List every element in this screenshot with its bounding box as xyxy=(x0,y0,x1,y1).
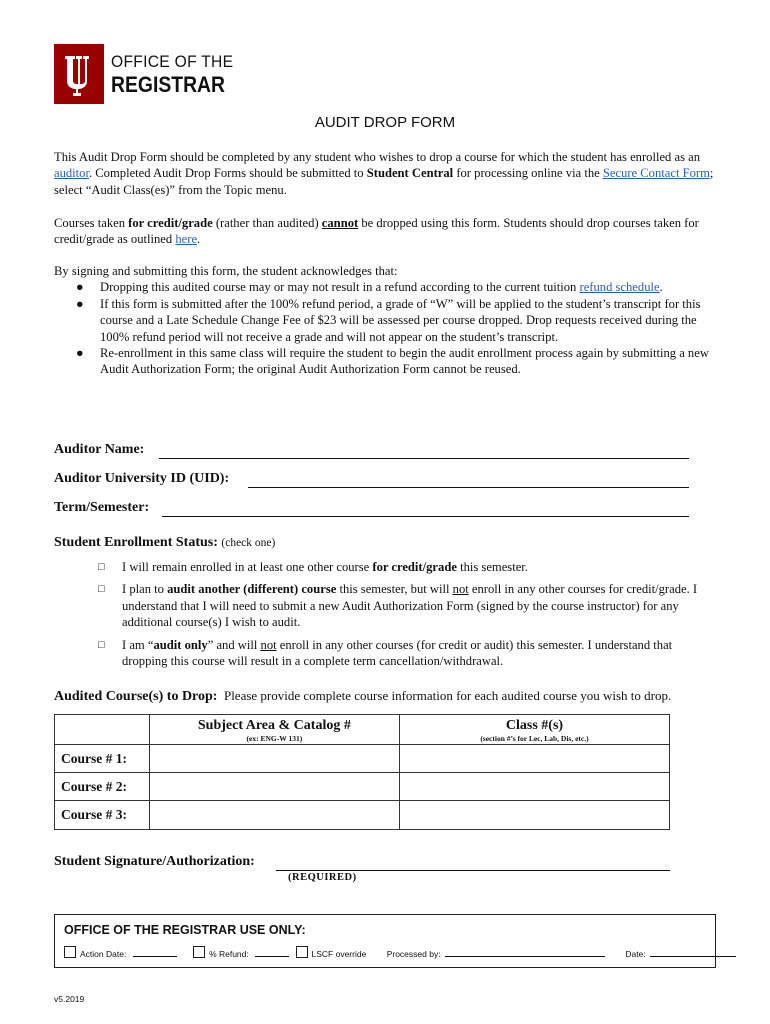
office-date-field[interactable] xyxy=(650,948,736,957)
logo-text-office: OFFICE OF THE xyxy=(111,52,234,71)
version-label: v5.2019 xyxy=(54,994,85,1004)
checkbox-icon[interactable]: □ xyxy=(98,638,105,651)
acknowledge-lead: By signing and submitting this form, the student acknowledges that: xyxy=(54,264,398,278)
refund-field[interactable] xyxy=(255,948,289,957)
course-3-subject-input[interactable] xyxy=(149,801,399,830)
acknowledge-section xyxy=(54,263,720,378)
office-use-title: OFFICE OF THE REGISTRAR USE ONLY: xyxy=(64,923,306,937)
courses-table xyxy=(54,714,670,830)
row-label: Course # 2: xyxy=(55,773,150,801)
auditor-uid-field[interactable] xyxy=(248,473,689,488)
course-2-subject-input[interactable] xyxy=(149,773,399,801)
lscf-checkbox[interactable] xyxy=(296,946,308,958)
enrollment-options xyxy=(54,559,720,669)
office-use-row: Action Date: % Refund: LSCF override Processed by: Date: xyxy=(64,946,736,959)
form-title: AUDIT DROP FORM xyxy=(314,114,456,131)
enrollment-option-1[interactable]: □ I will remain enrolled in at least one other course for credit/grade this semester. xyxy=(98,560,528,574)
refund-checkbox[interactable] xyxy=(193,946,205,958)
checkbox-icon[interactable]: □ xyxy=(98,583,105,596)
table-corner xyxy=(55,715,150,745)
enrollment-status-label: Student Enrollment Status: (check one) xyxy=(54,535,276,550)
col-class-header: Class #(s) (section #’s for Lec, Lab, Dis, etc.) xyxy=(399,715,669,745)
action-date-checkbox[interactable] xyxy=(64,946,76,958)
course-1-class-input[interactable] xyxy=(399,745,669,773)
logo-text-registrar: REGISTRAR xyxy=(111,72,226,97)
auditor-uid-row: Auditor University ID (UID): xyxy=(54,471,230,486)
course-2-class-input[interactable] xyxy=(399,773,669,801)
here-link[interactable]: here xyxy=(175,232,198,247)
enrollment-option-3[interactable]: □ I am “audit only” and will not enroll in any other courses (for credit or audit) this semester. I understand that dropping this course will result in a complete term cancellation/withdrawal. xyxy=(98,637,673,669)
trident-icon xyxy=(54,44,104,104)
credit-paragraph: Courses taken for credit/grade (rather than audited) cannot be dropped using this form. Students should drop courses taken for credit/grade as outlined here. xyxy=(54,216,699,247)
office-use-box xyxy=(54,914,716,968)
row-label: Course # 1: xyxy=(55,745,150,773)
term-row: Term/Semester: xyxy=(54,500,150,515)
bullet-late-fee: ● If this form is submitted after the 100% refund period, a grade of “W” will be applied to the student’s transcript for this course and a Late Schedule Change Fee of $23 will be assessed per course dropped. Drop requests received during the 100% refund period will not receive a grade and will not appear on the student’s transcript. xyxy=(76,296,701,344)
checkbox-icon[interactable]: □ xyxy=(98,561,105,573)
table-row xyxy=(55,773,670,801)
secure-contact-form-link[interactable]: Secure Contact Form xyxy=(602,166,710,181)
term-field[interactable] xyxy=(162,502,689,517)
processed-by-field[interactable] xyxy=(445,948,605,957)
bullet-refund: ● Dropping this audited course may or may not result in a refund according to the current tuition refund schedule. xyxy=(76,280,663,295)
auditor-link[interactable]: auditor xyxy=(54,166,89,181)
auditor-name-field[interactable] xyxy=(159,444,689,459)
course-3-class-input[interactable] xyxy=(399,801,669,830)
courses-heading: Audited Course(s) to Drop: Please provide complete course information for each audited course you wish to drop. xyxy=(54,688,672,704)
course-1-subject-input[interactable] xyxy=(149,745,399,773)
enrollment-option-2[interactable]: □ I plan to audit another (different) course this semester, but will not enroll in any other courses for credit/grade. I understand that I will need to submit a new Audit Authorization Form (signed by the course instructor) for any additional course(s) I wish to audit. xyxy=(98,582,698,630)
row-label: Course # 3: xyxy=(55,801,150,830)
table-row xyxy=(55,801,670,830)
action-date-field[interactable] xyxy=(133,948,177,957)
required-note: (REQUIRED) xyxy=(288,872,357,883)
auditor-name-row: Auditor Name: xyxy=(54,442,145,457)
iu-logo xyxy=(54,44,104,104)
table-row xyxy=(55,745,670,773)
col-subject-header: Subject Area & Catalog # (ex: ENG-W 131) xyxy=(149,715,399,745)
bullet-reenrollment: ● Re-enrollment in this same class will require the student to begin the audit enrollment process again by submitting a new Audit Authorization Form; the original Audit Authorization Form cannot be reused. xyxy=(76,346,709,377)
refund-schedule-link[interactable]: refund schedule xyxy=(579,280,660,295)
signature-field[interactable] xyxy=(276,856,670,871)
intro-paragraph: This Audit Drop Form should be completed by any student who wishes to drop a course for which the student has enrolled as an auditor. Completed Audit Drop Forms should be submitted to Student Central for processing online via the Secure Contact Form; select “Audit Class(es)” from the Topic menu. xyxy=(54,150,714,197)
signature-label: Student Signature/Authorization: xyxy=(54,854,255,869)
